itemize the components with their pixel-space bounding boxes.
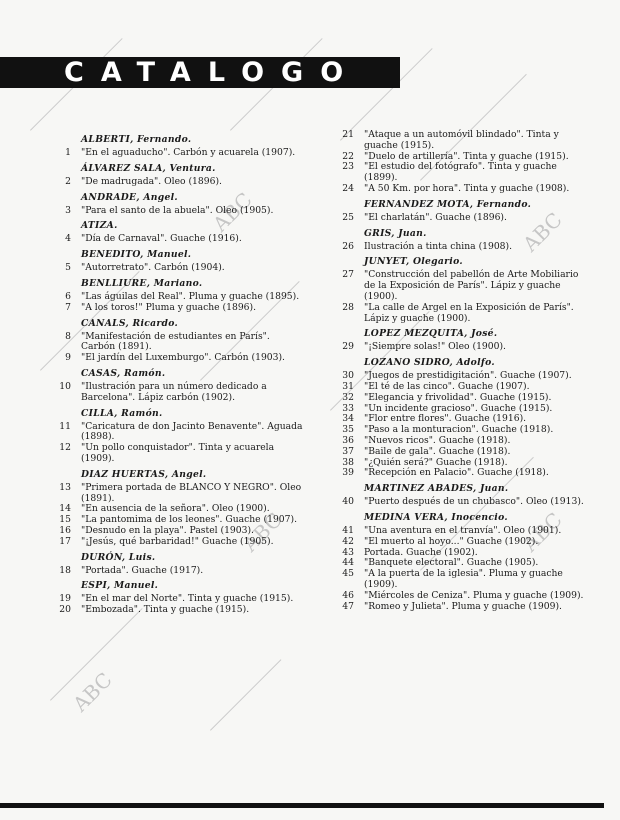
catalog-number: 33 — [342, 402, 354, 414]
catalog-number: 1 — [65, 147, 71, 158]
work-title: "Un pollo conquistador". Tinta y acuarela (1909). — [81, 442, 275, 464]
catalog-item — [55, 382, 305, 404]
work-title: "En ausencia de la señora". Oleo (1900). — [81, 503, 270, 515]
catalog-number: 30 — [342, 370, 354, 382]
artist-entry — [55, 220, 305, 245]
artist-entry — [55, 192, 305, 217]
catalog-number: 26 — [342, 240, 354, 252]
catalog-item — [55, 483, 305, 505]
catalog-number: 19 — [59, 593, 71, 605]
work-title: "Embozada". Tinta y guache (1915). — [81, 604, 250, 616]
artist-entry — [55, 368, 305, 404]
artist-entry — [55, 278, 305, 314]
catalog-number: 17 — [59, 535, 71, 547]
work-title: "Desnudo en la playa". Pastel (1903). — [81, 524, 254, 536]
catalog-number: 22 — [342, 150, 354, 162]
work-title: "Banquete electoral". Guache (1905). — [364, 557, 539, 569]
catalog-number: 42 — [342, 535, 354, 547]
work-title: "Ilustración para un número dedicado a Barcelona". Lápiz carbón (1902). — [81, 380, 267, 403]
catalog-item — [338, 303, 588, 325]
work-title: "Caricatura de don Jacinto Benavente". Aguada (1898). — [81, 420, 303, 443]
catalog-number: 20 — [59, 604, 71, 616]
work-title: "En el mar del Norte". Tinta y guache (1915). — [81, 593, 294, 605]
catalog-item — [338, 162, 588, 184]
artist-name: ANDRADE, Angel. — [81, 191, 178, 203]
artist-name: DURÓN, Luis. — [81, 551, 156, 563]
catalog-item — [338, 242, 588, 253]
work-title: "Miércoles de Ceniza". Pluma y guache (1909). — [364, 589, 584, 601]
work-title: "Autorretrato". Carbón (1904). — [81, 262, 225, 274]
watermark: ABC — [68, 667, 117, 717]
catalog-number: 5 — [65, 262, 71, 274]
artist-name: MARTINEZ ABADES, Juan. — [364, 483, 509, 495]
catalog-number: 3 — [65, 204, 71, 216]
watermark: ABC — [208, 187, 257, 237]
work-title: "Primera portada de BLANCO Y NEGRO". Oleo (1891). — [81, 481, 302, 504]
artist-name: GRIS, Juan. — [364, 227, 427, 239]
work-title: "El muerto al hoyo..." Guache (1902). — [364, 535, 539, 547]
artist-entry — [55, 552, 305, 577]
catalog-number: 18 — [59, 564, 71, 576]
catalog-number: 8 — [65, 330, 71, 342]
artist-entry — [338, 256, 588, 324]
work-title: "Una aventura en el tranvía". Oleo (1901). — [364, 524, 562, 536]
scan-line — [210, 659, 281, 730]
work-title: "Ataque a un automóvil blindado". Tinta y guache (1915). — [364, 129, 559, 151]
work-title: "Elegancia y frivolidad". Guache (1915). — [364, 391, 552, 403]
catalog-number: 34 — [342, 413, 354, 425]
catalog-item — [55, 263, 305, 274]
work-title: "Baile de gala". Guache (1918). — [364, 445, 511, 457]
artist-name: DIAZ HUERTAS, Angel. — [81, 468, 207, 480]
catalog-number: 6 — [65, 290, 71, 302]
catalog-item — [55, 566, 305, 577]
catalog-item — [55, 332, 305, 354]
catalog-number: 2 — [65, 175, 71, 187]
page-title: CATALOGO — [64, 57, 361, 88]
catalog-number: 7 — [65, 301, 71, 313]
catalog-number: 32 — [342, 391, 354, 403]
artist-name: CILLA, Ramón. — [81, 407, 163, 419]
watermark: ABC — [518, 207, 567, 257]
work-title: "En el aguaducho". Carbón y acuarela (1907). — [81, 147, 296, 158]
artist-name: BENLLIURE, Mariano. — [81, 277, 203, 289]
catalog-number: 15 — [59, 514, 71, 526]
catalog-number: 11 — [59, 420, 71, 432]
catalog-number: 41 — [342, 524, 354, 536]
catalog-number: 14 — [59, 503, 71, 515]
work-title: "El té de las cinco". Guache (1907). — [364, 380, 530, 392]
artist-name: ÁLVAREZ SALA, Ventura. — [81, 162, 216, 174]
catalog-item — [55, 234, 305, 245]
catalog-column-left — [55, 130, 305, 616]
catalog-number: 24 — [342, 182, 354, 194]
work-title: "Nuevos ricos". Guache (1918). — [364, 434, 511, 446]
catalog-item — [55, 443, 305, 465]
work-title: "Las águilas del Real". Pluma y guache (1895). — [81, 290, 300, 302]
work-title: "¿Quién será?" Guache (1918). — [364, 456, 508, 468]
catalog-item — [338, 569, 588, 591]
catalog-item — [338, 602, 588, 613]
work-title: "A 50 Km. por hora". Tinta y guache (1908). — [364, 182, 570, 194]
work-title: "¡Jesús, qué barbaridad!" Guache (1905). — [81, 535, 274, 547]
work-title: "Para el santo de la abuela". Oleo (1905). — [81, 204, 274, 216]
artist-entry — [55, 580, 305, 616]
work-title: "¡Siempre solas!" Oleo (1900). — [364, 341, 506, 353]
artist-name: MEDINA VERA, Inocencio. — [364, 511, 508, 523]
work-title: "Día de Carnaval". Guache (1916). — [81, 233, 242, 245]
artist-entry — [55, 249, 305, 274]
catalog-item — [338, 497, 588, 508]
catalog-number: 4 — [65, 233, 71, 245]
work-title: "Juegos de prestidigitación". Guache (1907). — [364, 370, 572, 382]
catalog-number: 23 — [342, 161, 354, 173]
work-title: "El jardín del Luxemburgo". Carbón (1903). — [81, 352, 285, 364]
work-title: "Duelo de artillería". Tinta y guache (1915). — [364, 150, 569, 162]
catalog-number: 37 — [342, 445, 354, 457]
work-title: "Paso a la monturacion". Guache (1918). — [364, 424, 554, 436]
artist-entry — [338, 483, 588, 508]
catalog-number: 46 — [342, 589, 354, 601]
catalog-item — [338, 213, 588, 224]
artist-name: CANALS, Ricardo. — [81, 317, 179, 329]
catalog-column-right — [338, 130, 588, 612]
catalog-number: 29 — [342, 341, 354, 353]
artist-name: LOZANO SIDRO, Adolfo. — [364, 357, 495, 369]
catalog-number: 39 — [342, 467, 354, 479]
catalog-item — [338, 184, 588, 195]
artist-entry — [338, 357, 588, 479]
work-title: "A los toros!" Pluma y guache (1896). — [81, 301, 257, 313]
work-title: "De madrugada". Oleo (1896). — [81, 175, 222, 187]
catalog-number: 16 — [59, 524, 71, 536]
catalog-item — [55, 177, 305, 188]
catalog-number: 21 — [342, 129, 354, 140]
artist-entry — [55, 469, 305, 548]
work-title: Portada. Guache (1902). — [364, 546, 478, 558]
work-title: "Portada". Guache (1917). — [81, 564, 204, 576]
work-title: "Puerto después de un chubasco". Oleo (1913). — [364, 496, 584, 508]
work-title: "El estudio del fotógrafo". Tinta y guache (1899). — [364, 161, 557, 184]
catalog-item — [338, 270, 588, 302]
catalog-number: 38 — [342, 456, 354, 468]
work-title: "El charlatán". Guache (1896). — [364, 211, 507, 223]
catalog-number: 43 — [342, 546, 354, 558]
catalog-number: 27 — [342, 269, 354, 281]
artist-name: ALBERTI, Fernando. — [81, 134, 192, 145]
work-title: "A la puerta de la iglesia". Pluma y guache (1909). — [364, 568, 563, 590]
artist-entry — [55, 408, 305, 465]
artist-name: CASAS, Ramón. — [81, 367, 166, 379]
catalog-number: 36 — [342, 434, 354, 446]
watermark: ABC — [238, 507, 287, 557]
work-title: Ilustración a tinta china (1908). — [364, 240, 513, 252]
catalog-item — [338, 130, 588, 152]
catalog-number: 25 — [342, 211, 354, 223]
catalog-item — [55, 605, 305, 616]
work-title: "Romeo y Julieta". Pluma y guache (1909). — [364, 600, 562, 612]
catalog-number: 44 — [342, 557, 354, 569]
artist-entry — [338, 130, 588, 195]
catalog-item — [55, 206, 305, 217]
watermark: ABC — [518, 507, 567, 557]
work-title: "La pantomima de los leones". Guache (1907). — [81, 514, 297, 526]
artist-name: JUNYET, Olegario. — [364, 256, 463, 268]
catalog-number: 12 — [59, 442, 71, 454]
artist-name: LOPEZ MEZQUITA, José. — [364, 328, 498, 340]
work-title: "Construcción del pabellón de Arte Mobiliario de la Exposición de París". Lápiz y guache (1900). — [364, 269, 579, 302]
catalog-number: 13 — [59, 481, 71, 493]
artist-name: ATIZA. — [81, 220, 118, 232]
artist-name: FERNANDEZ MOTA, Fernando. — [364, 198, 532, 210]
work-title: "Manifestación de estudiantes en París". Carbón (1891). — [81, 330, 270, 353]
bottom-rule — [0, 803, 604, 808]
catalog-number: 35 — [342, 424, 354, 436]
catalog-item — [55, 303, 305, 314]
catalog-item — [338, 468, 588, 479]
work-title: "La calle de Argel en la Exposición de París". Lápiz y guache (1900). — [364, 301, 574, 324]
catalog-item — [55, 422, 305, 444]
artist-entry — [338, 199, 588, 224]
work-title: "Flor entre flores". Guache (1916). — [364, 413, 527, 425]
artist-entry — [338, 328, 588, 353]
catalog-number: 28 — [342, 301, 354, 313]
work-title: "Recepción en Palacio". Guache (1918). — [364, 467, 549, 479]
catalog-number: 31 — [342, 380, 354, 392]
artist-name: ESPI, Manuel. — [81, 580, 159, 592]
artist-entry — [338, 512, 588, 612]
artist-entry — [338, 228, 588, 253]
artist-entry — [55, 318, 305, 364]
catalog-item — [55, 353, 305, 364]
artist-entry — [55, 163, 305, 188]
catalog-item — [338, 342, 588, 353]
catalog-number: 10 — [59, 380, 71, 392]
catalog-item — [55, 537, 305, 548]
catalog-item — [55, 148, 305, 159]
catalog-number: 47 — [342, 600, 354, 612]
artist-entry — [55, 134, 305, 159]
work-title: "Un incidente gracioso". Guache (1915). — [364, 402, 553, 414]
catalog-number: 40 — [342, 496, 354, 508]
artist-name: BENEDITO, Manuel. — [81, 249, 192, 261]
catalog-number: 9 — [65, 352, 71, 364]
catalog-number: 45 — [342, 568, 354, 580]
